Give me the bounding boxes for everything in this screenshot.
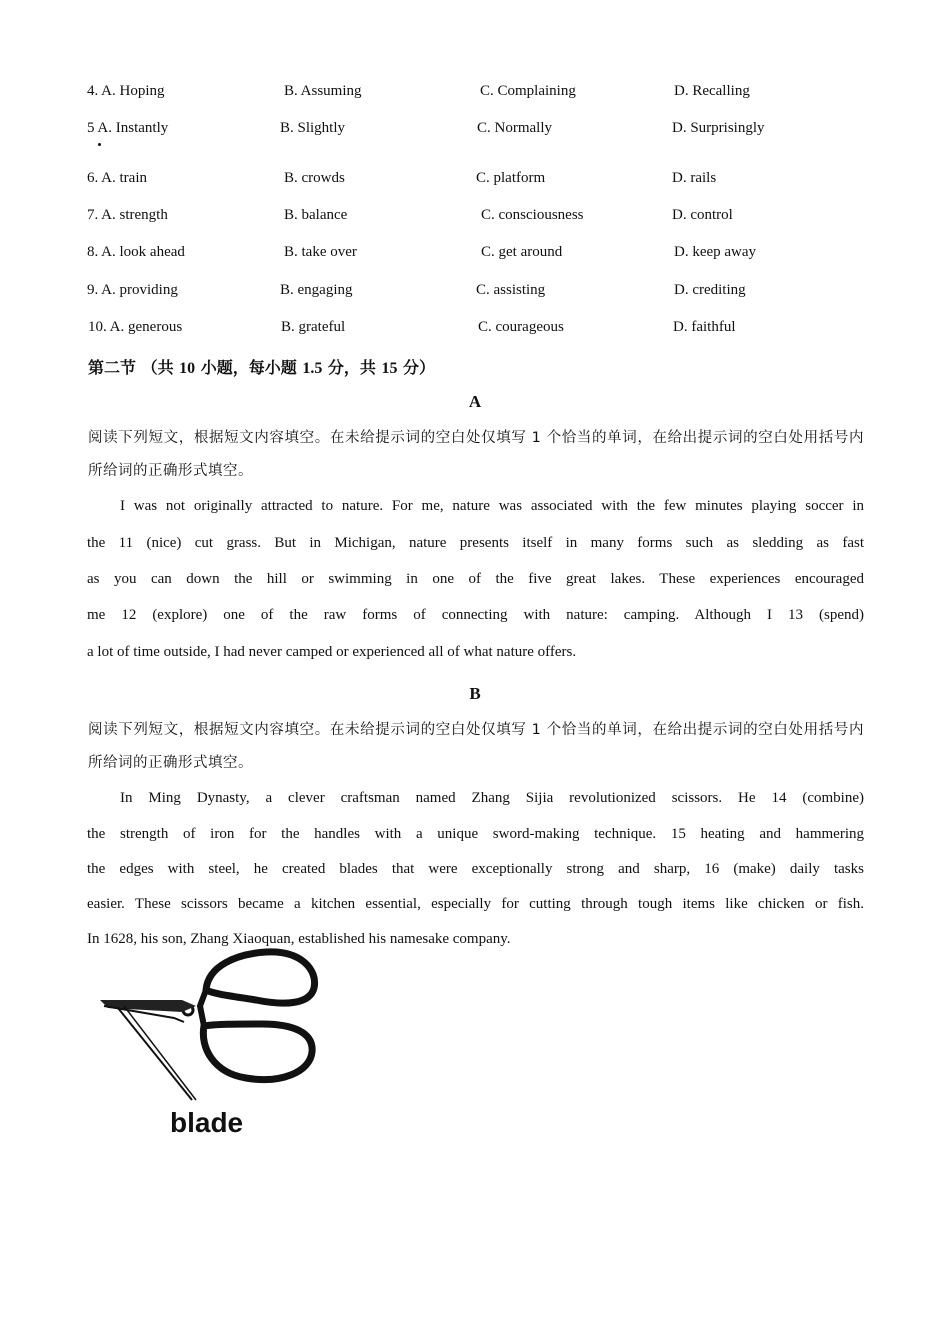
options-row-7 xyxy=(87,207,867,231)
options-row-6 xyxy=(87,170,867,194)
passage-line: In 1628, his son, Zhang Xiaoquan, established his namesake company. xyxy=(87,931,511,947)
option-b: B. grateful xyxy=(281,319,346,335)
section-score-total: 15 xyxy=(381,360,398,377)
part-a-passage xyxy=(87,498,864,668)
passage-line: the strength of iron for the handles with a unique sword-making technique. 15 heating and hammering xyxy=(87,826,864,842)
stray-dot xyxy=(98,143,101,146)
option-b: B. balance xyxy=(284,207,348,223)
section-heading-text: 分） xyxy=(397,358,436,377)
options-row-5 xyxy=(87,120,867,144)
passage-line: me 12 (explore) one of the raw forms of connecting with nature: camping. Although I 13 (spend) xyxy=(87,607,864,623)
passage-line: the 11 (nice) cut grass. But in Michigan, nature presents itself in many forms such as sledding as fast xyxy=(87,535,864,551)
option-d: D. rails xyxy=(672,170,717,186)
section-heading-text: 小题，每小题 xyxy=(195,358,303,377)
option-a: 8. A. look ahead xyxy=(87,244,185,260)
option-d: D. faithful xyxy=(673,319,736,335)
passage-line: the edges with steel, he created blades that were exceptionally strong and sharp, 16 (make) daily tasks xyxy=(87,861,864,877)
option-d: D. control xyxy=(672,207,733,223)
option-b: B. Assuming xyxy=(284,83,362,99)
options-row-8 xyxy=(87,244,867,268)
option-a: 9. A. providing xyxy=(87,282,178,298)
passage-line: I was not originally attracted to nature. For me, nature was associated with the few minutes playing soccer in xyxy=(120,498,864,514)
part-a-instruction: 阅读下列短文，根据短文内容填空。在未给提示词的空白处仅填写 1 个恰当的单词，在给出提示词的空白处用括号内所给词的正确形式填空。 xyxy=(88,430,864,479)
part-b-heading: B xyxy=(469,684,481,703)
options-row-9 xyxy=(87,282,867,306)
blade-label: blade xyxy=(170,1107,244,1138)
options-row-4 xyxy=(87,83,867,107)
option-b: B. take over xyxy=(284,244,357,260)
section-heading xyxy=(88,355,435,378)
passage-line: In Ming Dynasty, a clever craftsman named Zhang Sijia revolutionized scissors. He 14 (combine) xyxy=(120,790,864,806)
section-heading-text: 分，共 xyxy=(322,358,382,377)
passage-line: a lot of time outside, I had never camped or experienced all of what nature offers. xyxy=(87,644,577,660)
option-c: C. assisting xyxy=(476,282,546,298)
option-a: 10. A. generous xyxy=(88,319,183,335)
option-b: B. Slightly xyxy=(280,120,346,136)
option-a: 6. A. train xyxy=(87,170,147,186)
option-d: D. crediting xyxy=(674,282,746,298)
options-row-10 xyxy=(87,319,867,343)
option-c: C. courageous xyxy=(478,319,564,335)
option-d: D. keep away xyxy=(674,244,757,260)
option-d: D. Recalling xyxy=(674,83,750,99)
option-c: C. Complaining xyxy=(480,83,576,99)
option-c: C. get around xyxy=(481,244,563,260)
option-c: C. consciousness xyxy=(481,207,584,223)
option-c: C. Normally xyxy=(477,120,552,136)
option-b: B. engaging xyxy=(280,282,353,298)
option-c: C. platform xyxy=(476,170,546,186)
option-d: D. Surprisingly xyxy=(672,120,765,136)
option-a: 5 A. Instantly xyxy=(87,120,169,136)
passage-line: as you can down the hill or swimming in one of the five great lakes. These experiences encouraged xyxy=(87,571,864,587)
section-score-each: 1.5 xyxy=(302,360,323,377)
part-a-heading: A xyxy=(468,392,482,411)
section-heading-text: 第二节 （共 xyxy=(88,358,180,377)
option-a: 7. A. strength xyxy=(87,207,168,223)
scissors-icon xyxy=(96,948,326,1143)
part-b-instruction: 阅读下列短文，根据短文内容填空。在未给提示词的空白处仅填写 1 个恰当的单词，在给出提示词的空白处用括号内所给词的正确形式填空。 xyxy=(88,722,864,771)
section-count: 10 xyxy=(179,360,196,377)
passage-line: easier. These scissors became a kitchen essential, especially for cutting through tough items like chicken or fish. xyxy=(87,896,864,912)
option-b: B. crowds xyxy=(284,170,345,186)
part-b-passage xyxy=(87,790,864,950)
scissors-figure xyxy=(96,948,326,1143)
option-a: 4. A. Hoping xyxy=(87,83,165,99)
